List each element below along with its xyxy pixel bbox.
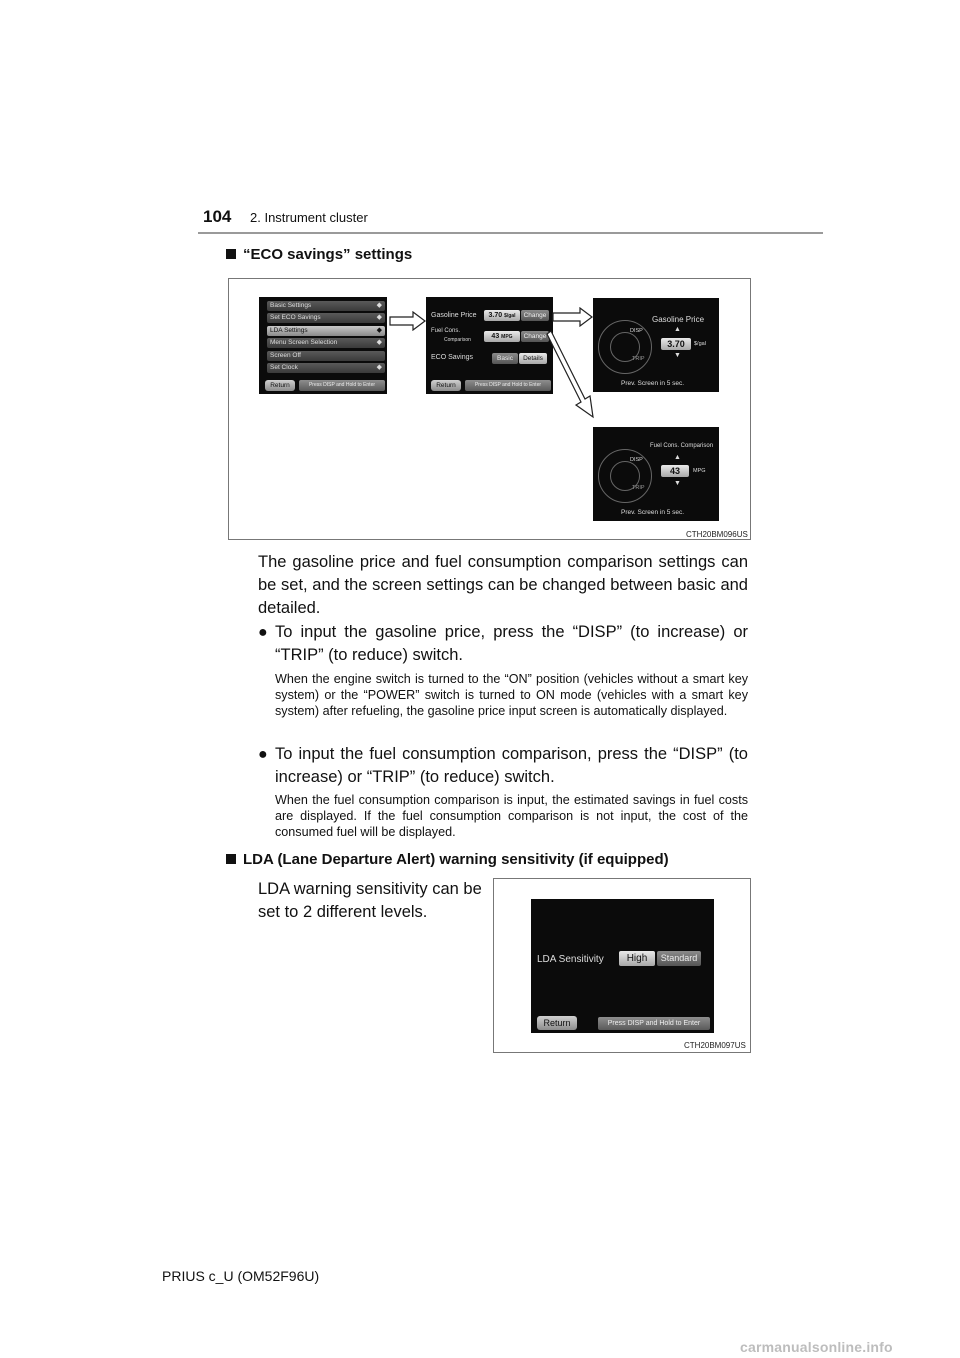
gas-screen-value: 3.70	[661, 338, 691, 350]
figure-eco-savings	[228, 278, 751, 540]
trip-label: TRIP	[632, 485, 645, 491]
trip-label: TRIP	[632, 356, 645, 362]
watermark: carmanualsonline.info	[740, 1339, 893, 1355]
menu-item-menu-screen-selection: Menu Screen Selection ◆	[267, 338, 385, 348]
hold-hint: Press DISP and Hold to Enter	[598, 1017, 710, 1030]
fuel-screen-title: Fuel Cons. Comparison	[650, 443, 714, 449]
gas-price-value: 3.70 $/gal	[484, 310, 520, 321]
menu-item-set-clock: Set Clock ◆	[267, 363, 385, 373]
menu-item-basic-settings: Basic Settings ◆	[267, 301, 385, 311]
figure-code: CTH20BM096US	[686, 530, 748, 539]
bullet-dot-icon: ●	[258, 624, 268, 641]
eco-settings-screen	[426, 297, 553, 394]
square-bullet-icon	[226, 854, 236, 864]
hold-hint: Press DISP and Hold to Enter	[299, 380, 385, 391]
prev-screen-note: Prev. Screen in 5 sec.	[621, 380, 685, 387]
bullet-text: To input the fuel consumption comparison, press the “DISP” (to increase) or “TRIP” (to reduce) switch.	[275, 745, 748, 786]
fuel-cons-sublabel: Comparison	[444, 337, 471, 343]
section-heading-text: LDA (Lane Departure Alert) warning sensitivity (if equipped)	[243, 851, 669, 868]
return-button: Return	[537, 1016, 577, 1030]
details-option: Details	[519, 353, 547, 364]
square-bullet-icon	[226, 249, 236, 259]
fuel-cons-label: Fuel Cons.	[431, 328, 461, 334]
bullet-text: To input the gasoline price, press the “DISP” (to increase) or “TRIP” (to reduce) switch.	[275, 623, 748, 664]
page-number: 104	[203, 207, 232, 226]
menu-item-lda-settings: LDA Settings ◆	[267, 326, 385, 336]
basic-option: Basic	[492, 353, 518, 364]
menu-item-set-eco-savings: Set ECO Savings ◆	[267, 313, 385, 323]
down-arrow-icon: ▼	[674, 352, 681, 359]
chapter-title: 2. Instrument cluster	[250, 210, 368, 225]
bullet-dot-icon: ●	[258, 746, 268, 763]
fuel-screen-unit: MPG	[693, 468, 706, 474]
note-fuel-cons: When the fuel consumption comparison is input, the estimated savings in fuel costs are displayed. If the fuel consumption comparison is not input, the cost of the consumed fuel will be displayed.	[275, 793, 748, 839]
gas-price-screen	[593, 298, 719, 392]
section-heading-eco	[226, 246, 412, 263]
footer-model: PRIUS c_U (OM52F96U)	[162, 1268, 320, 1284]
prev-screen-note: Prev. Screen in 5 sec.	[621, 509, 685, 516]
settings-menu-screen	[259, 297, 387, 394]
intro-paragraph: The gasoline price and fuel consumption comparison settings can be set, and the screen settings can be changed between basic and detailed.	[258, 553, 748, 617]
bullet-fuel-cons	[258, 743, 748, 789]
fuel-change-button: Change	[521, 331, 549, 342]
standard-option: Standard	[657, 951, 701, 966]
header-rule	[198, 232, 823, 234]
lda-sensitivity-label: LDA Sensitivity	[537, 954, 604, 965]
disp-label: DISP	[630, 328, 643, 334]
high-option: High	[619, 951, 655, 966]
arrow-right-icon	[389, 311, 427, 331]
figure-code: CTH20BM097US	[684, 1041, 746, 1050]
lda-paragraph: LDA warning sensitivity can be set to 2 different levels.	[258, 880, 482, 921]
return-button: Return	[265, 380, 295, 391]
eco-savings-label: ECO Savings	[431, 354, 474, 361]
section-heading-text: “ECO savings” settings	[243, 246, 413, 263]
section-heading-lda	[226, 851, 669, 868]
gas-price-label: Gasoline Price	[431, 312, 477, 319]
up-arrow-icon: ▲	[674, 326, 681, 333]
menu-item-screen-off: Screen Off	[267, 351, 385, 361]
fuel-cons-screen	[593, 427, 719, 521]
fuel-screen-value: 43	[661, 465, 689, 477]
gas-screen-title: Gasoline Price	[652, 315, 705, 324]
return-button: Return	[431, 380, 461, 391]
lda-screen	[531, 899, 714, 1033]
arrow-right-icon	[552, 307, 594, 327]
hold-hint: Press DISP and Hold to Enter	[465, 380, 551, 391]
up-arrow-icon: ▲	[674, 454, 681, 461]
bullet-gas-price	[258, 621, 748, 667]
fuel-cons-value: 43 MPG	[484, 331, 520, 342]
note-gas-price: When the engine switch is turned to the “ON” position (vehicles without a smart key system) or the “POWER” switch is turned to ON mode (vehicles with a smart key system) after refueling, the gasoline price input screen is automatically displayed.	[275, 672, 748, 718]
down-arrow-icon: ▼	[674, 480, 681, 487]
figure-lda-sensitivity	[493, 878, 751, 1053]
gas-change-button: Change	[521, 310, 549, 321]
gas-screen-unit: $/gal	[694, 341, 706, 347]
disp-label: DISP	[630, 457, 643, 463]
